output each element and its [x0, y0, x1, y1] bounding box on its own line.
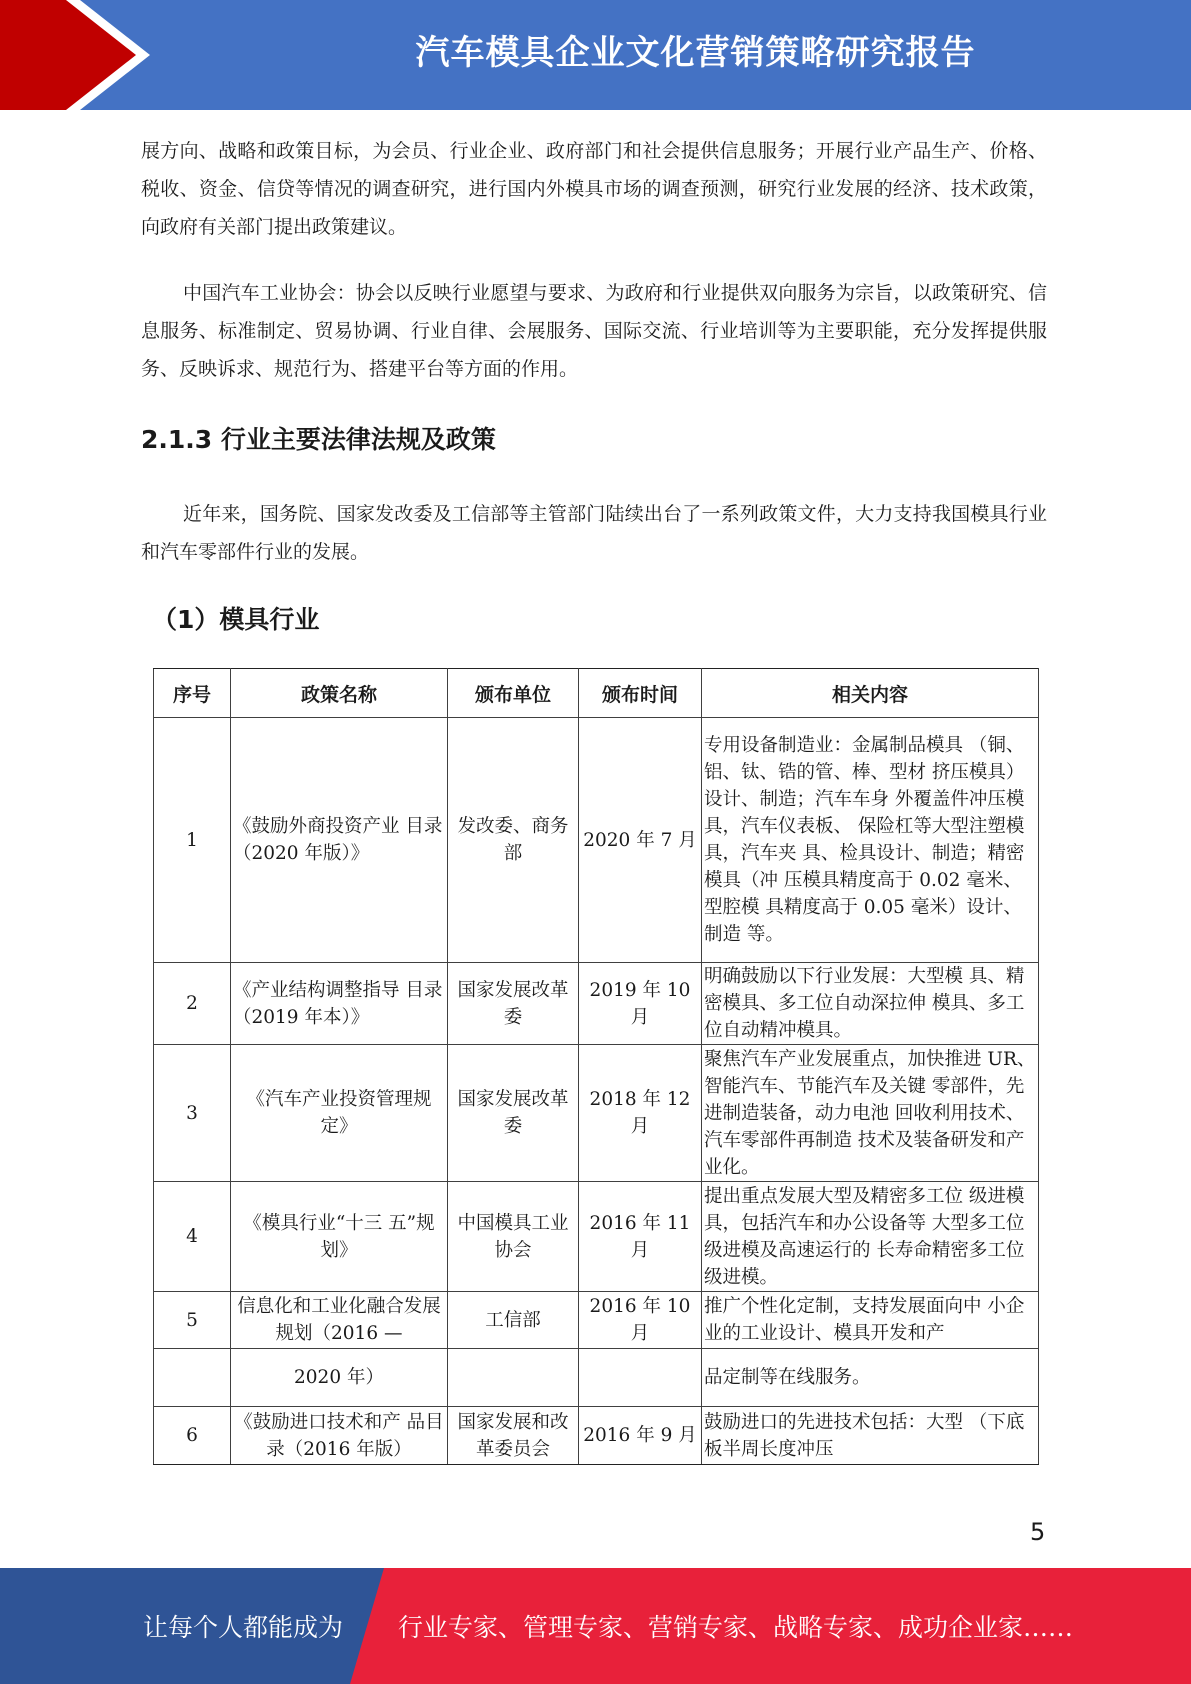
table-row	[154, 1292, 1039, 1349]
page-title: 汽车模具企业文化营销策略研究报告	[415, 33, 976, 73]
cell-content: 明确鼓励以下行业发展：大型模 具、精密模具、多工位自动深拉伸 模具、多工位自动精冲模具。	[702, 963, 1039, 1045]
cell-date: 2019 年 10 月	[579, 963, 702, 1045]
cell-name: 《鼓励外商投资产业 目录（2020 年版）》	[231, 718, 448, 963]
table-row	[154, 1349, 1039, 1407]
cell-no: 3	[154, 1045, 231, 1182]
cell-name: 《鼓励进口技术和产 品目录（2016 年版）	[231, 1407, 448, 1465]
table-header-row	[154, 669, 1039, 718]
cell-issuer: 工信部	[448, 1292, 579, 1349]
cell-issuer	[448, 1349, 579, 1407]
paragraph-2: 中国汽车工业协会：协会以反映行业愿望与要求、为政府和行业提供双向服务为宗旨，以政策研究、信息服务、标准制定、贸易协调、行业自律、会展服务、国际交流、行业培训等为主要职能，充分发挥提供服务、反映诉求、规范行为、搭建平台等方面的作用。	[141, 282, 1047, 380]
header-content: 相关内容	[702, 669, 1039, 718]
cell-issuer: 发改委、商务部	[448, 718, 579, 963]
table-row	[154, 1182, 1039, 1292]
cell-date: 2020 年 7 月	[579, 718, 702, 963]
header-issuer: 颁布单位	[448, 669, 579, 718]
header-no: 序号	[154, 669, 231, 718]
cell-issuer: 国家发展改革委	[448, 1045, 579, 1182]
header-date: 颁布时间	[579, 669, 702, 718]
cell-date: 2016 年 10 月	[579, 1292, 702, 1349]
footer-slogan-left: 让每个人都能成为	[143, 1613, 344, 1642]
cell-name: 《产业结构调整指导 目录（2019 年本）》	[231, 963, 448, 1045]
header-name: 政策名称	[231, 669, 448, 718]
footer-slogan-right: 行业专家、管理专家、营销专家、战略专家、成功企业家……	[398, 1613, 1074, 1642]
cell-no: 1	[154, 718, 231, 963]
cell-no	[154, 1349, 231, 1407]
cell-issuer: 国家发展改革委	[448, 963, 579, 1045]
table-row	[154, 1407, 1039, 1465]
cell-name: 2020 年）	[231, 1349, 448, 1407]
table-row	[154, 963, 1039, 1045]
paragraph-3: 近年来，国务院、国家发改委及工信部等主管部门陆续出台了一系列政策文件，大力支持我国模具行业和汽车零部件行业的发展。	[141, 503, 1047, 563]
cell-issuer: 国家发展和改革委员会	[448, 1407, 579, 1465]
cell-no: 4	[154, 1182, 231, 1292]
cell-date: 2018 年 12 月	[579, 1045, 702, 1182]
policy-table	[153, 668, 1039, 1465]
subsection-heading: （1）模具行业	[152, 605, 320, 634]
page-number: 5	[1030, 1518, 1046, 1546]
cell-date: 2016 年 11 月	[579, 1182, 702, 1292]
cell-name: 信息化和工业化融合发展规划（2016 —	[231, 1292, 448, 1349]
cell-content: 鼓励进口的先进技术包括：大型 （下底板半周长度冲压	[702, 1407, 1039, 1465]
cell-content: 推广个性化定制，支持发展面向中 小企业的工业设计、模具开发和产	[702, 1292, 1039, 1349]
cell-content: 专用设备制造业：金属制品模具 （铜、铝、钛、锆的管、棒、型材 挤压模具）设计、制造；汽车车身 外覆盖件冲压模具，汽车仪表板、 保险杠等大型注塑模具，汽车夹 具、检具设计、制造；精密模具（冲 压模具精度高于 0.02 毫米、型腔模 具精度高于 0.05 毫米）设计、制造 等。	[702, 718, 1039, 963]
table-row	[154, 1045, 1039, 1182]
cell-name: 《汽车产业投资管理规定》	[231, 1045, 448, 1182]
body-text	[141, 132, 1047, 388]
section-heading: 2.1.3 行业主要法律法规及政策	[141, 425, 496, 454]
cell-name: 《模具行业“十三 五”规划》	[231, 1182, 448, 1292]
cell-no: 5	[154, 1292, 231, 1349]
cell-content: 聚焦汽车产业发展重点，加快推进 UR、智能汽车、节能汽车及关键 零部件，先进制造装备，动力电池 回收利用技术、汽车零部件再制造 技术及装备研发和产业化。	[702, 1045, 1039, 1182]
cell-issuer: 中国模具工业协会	[448, 1182, 579, 1292]
cell-date	[579, 1349, 702, 1407]
cell-date: 2016 年 9 月	[579, 1407, 702, 1465]
cell-no: 2	[154, 963, 231, 1045]
cell-content: 提出重点发展大型及精密多工位 级进模具，包括汽车和办公设备等 大型多工位级进模及高速运行的 长寿命精密多工位级进模。	[702, 1182, 1039, 1292]
paragraph-1: 展方向、战略和政策目标，为会员、行业企业、政府部门和社会提供信息服务；开展行业产品生产、价格、税收、资金、信贷等情况的调查研究，进行国内外模具市场的调查预测，研究行业发展的经济、技术政策，向政府有关部门提出政策建议。	[141, 140, 1047, 238]
cell-content: 品定制等在线服务。	[702, 1349, 1039, 1407]
cell-no: 6	[154, 1407, 231, 1465]
table-row	[154, 718, 1039, 963]
